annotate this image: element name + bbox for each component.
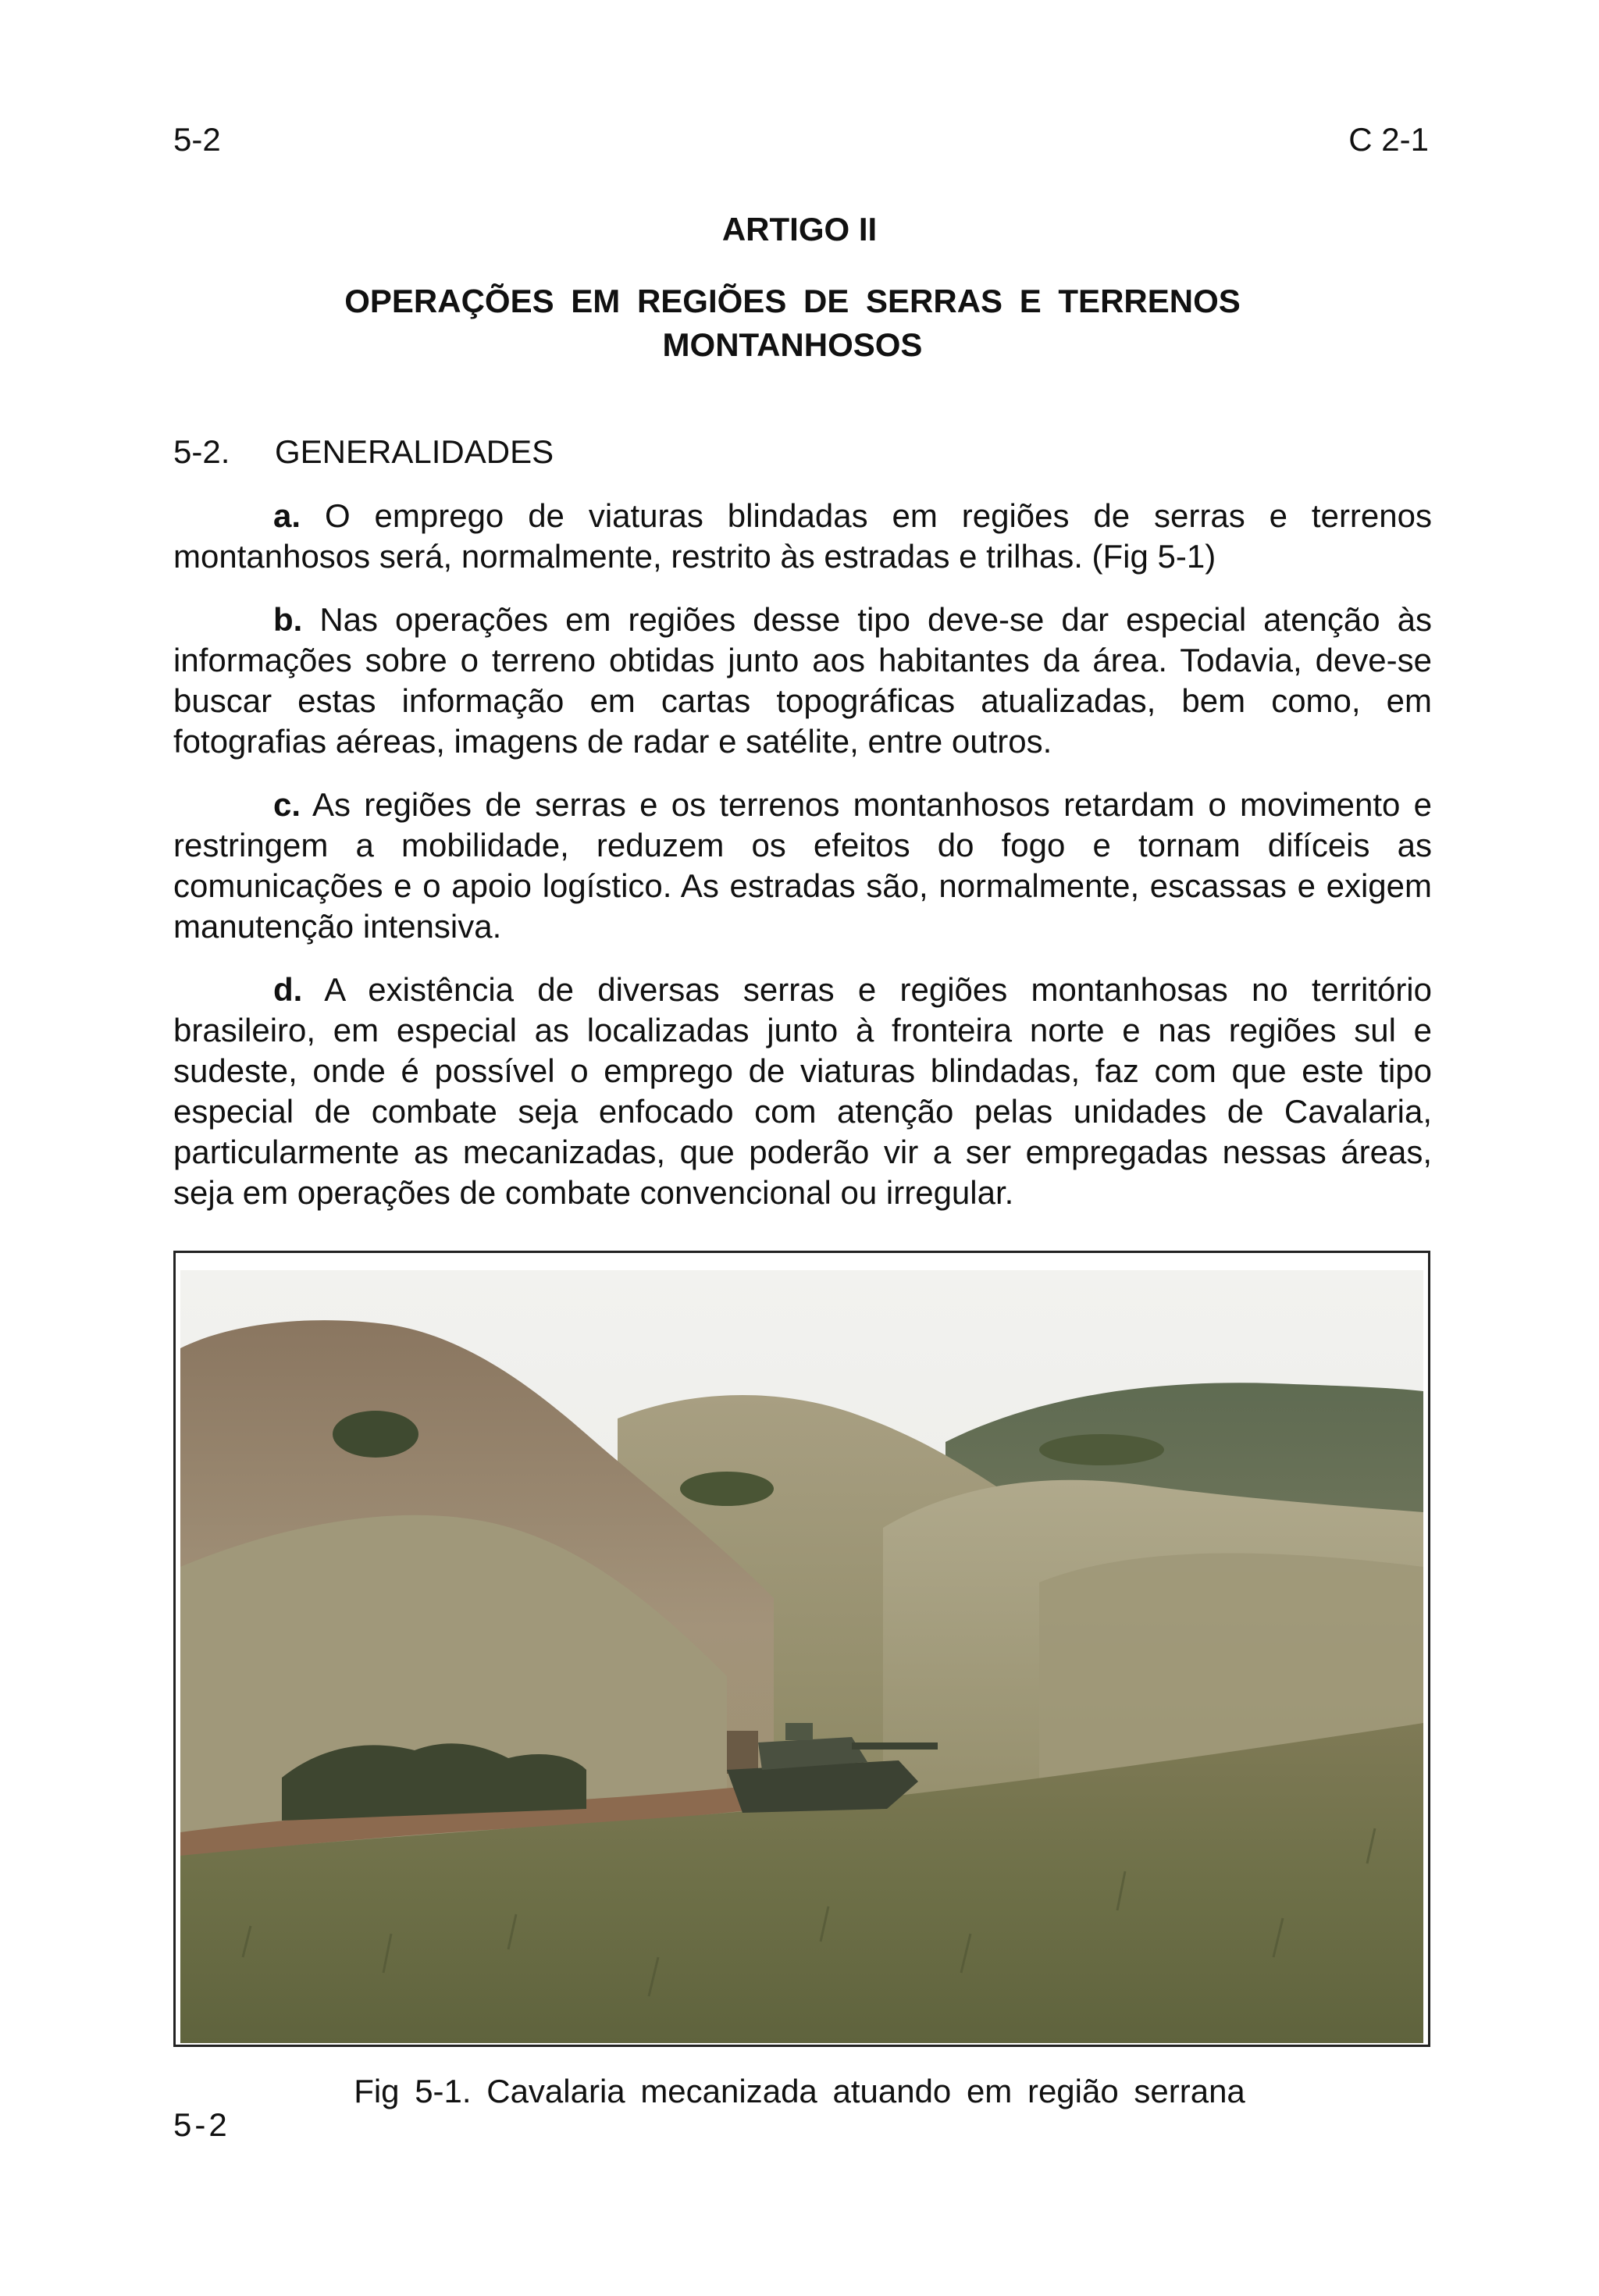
- paragraph-label: c.: [273, 786, 301, 823]
- figure-photo-frame: [173, 1251, 1430, 2047]
- section-title: GENERALIDADES: [275, 433, 554, 470]
- section-heading: [173, 433, 554, 471]
- paragraph-d: [173, 970, 1432, 1213]
- paragraph-text: A existência de diversas serras e regiões montanhosas no território brasileiro, em especial as localizadas junto à fronteira norte e nas regiões sul e sudeste, onde é possível o emprego de viaturas blindadas, faz com que este tipo especial de combate seja enfocado com atenção pelas unidades de Cavalaria, particularmente as mecanizadas, que poderão vir a ser empregadas nessas áreas, seja em operações de combate convencional ou irregular.: [173, 971, 1432, 1211]
- paragraph-label: b.: [273, 601, 303, 638]
- header-manual-code: C 2-1: [1348, 121, 1429, 158]
- paragraph-a: [173, 496, 1432, 577]
- paragraph-c: [173, 785, 1432, 947]
- body-text: [173, 496, 1432, 1236]
- article-title: ARTIGO II: [721, 211, 878, 247]
- paragraph-label: a.: [273, 497, 301, 534]
- paragraph-text: As regiões de serras e os terrenos montanhosos retardam o movimento e restringem a mobilidade, reduzem os efeitos do fogo e tornam difíceis as comunicações e o apoio logístico. As estradas são, normalmente, escassas e exigem manutenção intensiva.: [173, 786, 1432, 945]
- section-number: 5-2.: [173, 433, 230, 470]
- footer-page-number: 5-2: [173, 2106, 230, 2143]
- mountain-landscape-photo: [180, 1270, 1423, 2043]
- paragraph-text: Nas operações em regiões desse tipo deve-se dar especial atenção às informações sobre o terreno obtidas junto aos habitantes da área. Todavia, deve-se buscar estas informação em cartas topográficas atualizadas, bem como, em fotografias aéreas, imagens de radar e satélite, entre outros.: [173, 601, 1432, 760]
- paragraph-text: O emprego de viaturas blindadas em regiões de serras e terrenos montanhosos será, normalmente, restrito às estradas e trilhas. (Fig 5-1): [173, 497, 1432, 575]
- figure-caption: Fig 5-1. Cavalaria mecanizada atuando em região serrana: [354, 2073, 1245, 2109]
- paragraph-label: d.: [273, 971, 303, 1008]
- article-subtitle: OPERAÇÕES EM REGIÕES DE SERRAS E TERRENOS MONTANHOSOS: [344, 283, 1241, 363]
- header-page-number: 5-2: [173, 121, 221, 158]
- paragraph-b: [173, 600, 1432, 762]
